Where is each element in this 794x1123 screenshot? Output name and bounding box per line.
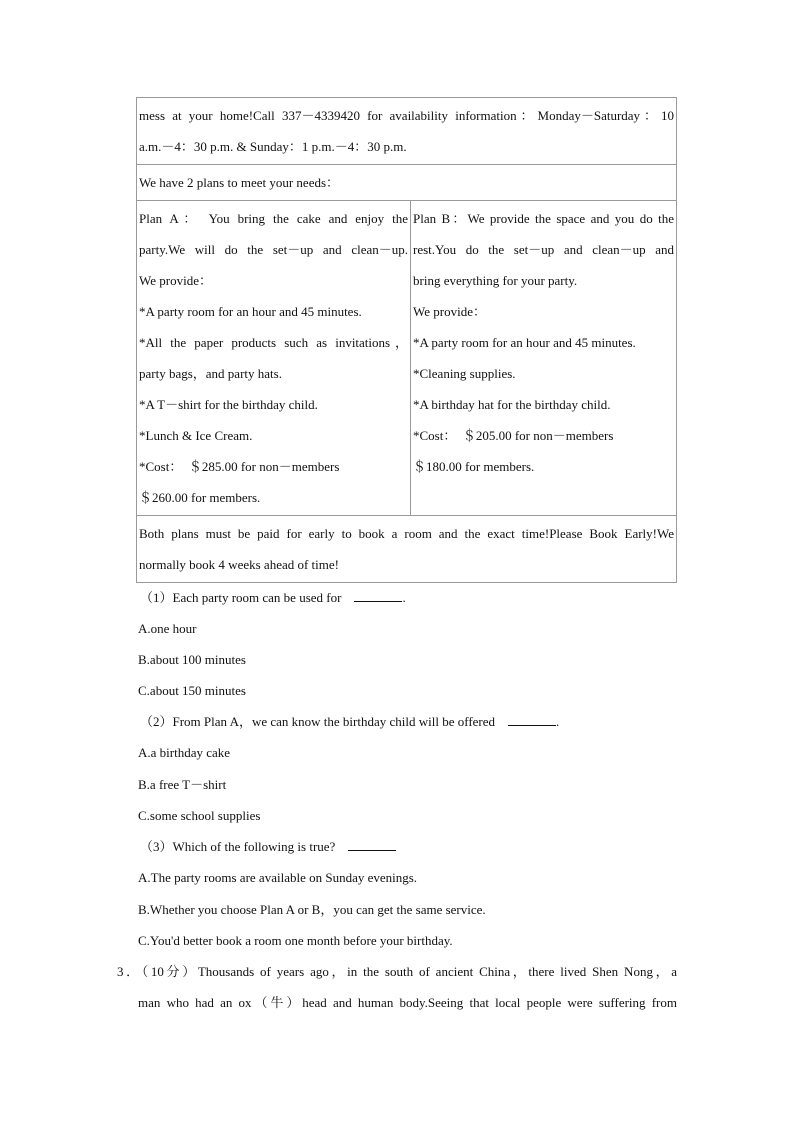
question-3-text: （3）Which of the following is true? bbox=[140, 839, 349, 854]
plans-header-row bbox=[137, 165, 677, 201]
footer-row bbox=[137, 516, 677, 583]
question-2-option-c: C.some school supplies bbox=[138, 808, 261, 823]
footer-line-1: Both plans must be paid for early to book a room and the exact time!Please Book Early!We bbox=[139, 526, 674, 541]
question-2-option-a: A.a birthday cake bbox=[138, 745, 231, 760]
question-3-stem bbox=[140, 837, 396, 857]
plan-a-line: *A party room for an hour and 45 minutes. bbox=[139, 304, 362, 319]
intro-cell bbox=[137, 98, 677, 165]
question-3-option-a: A.The party rooms are available on Sunday evenings. bbox=[138, 870, 418, 885]
question-1-option-c: C.about 150 minutes bbox=[138, 683, 246, 698]
plan-b-line: *Cleaning supplies. bbox=[413, 366, 516, 381]
question-2-text: （2）From Plan A，we can know the birthday child will be offered bbox=[140, 714, 509, 729]
intro-line-2: a.m.－4：30 p.m. & Sunday：1 p.m.－4：30 p.m. bbox=[139, 139, 407, 154]
question-1-stem: （1）Each party room can be used for . bbox=[140, 590, 406, 605]
plan-b-member-cost-line: ＄180.00 for members. bbox=[413, 459, 535, 474]
plan-a-line: Plan A： You bring the cake and enjoy the bbox=[139, 211, 408, 226]
plan-b-cost-line: *Cost： ＄205.00 for non－members bbox=[413, 428, 614, 443]
plan-a-line: *All the paper products such as invitations， bbox=[139, 335, 408, 350]
plan-a-line: party.We will do the set－up and clean－up. bbox=[139, 242, 408, 257]
question-2-option-b: B.a free T－shirt bbox=[138, 777, 227, 792]
plans-header-text: We have 2 plans to meet your needs： bbox=[139, 175, 340, 190]
plan-a-line: We provide： bbox=[139, 273, 212, 288]
section-3-line-1: 3．（10分）Thousands of years ago，in the south of ancient China，there lived Shen Nong，a bbox=[117, 964, 677, 979]
advertisement-table bbox=[136, 97, 677, 583]
question-2-stem: （2）From Plan A，we can know the birthday child will be offered . bbox=[140, 714, 560, 729]
intro-line-1: mess at your home!Call 337－4339420 for availability information：Monday－Saturday：10 bbox=[139, 108, 674, 123]
footer-line-2: normally book 4 weeks ahead of time! bbox=[139, 557, 339, 572]
answer-blank bbox=[348, 839, 396, 851]
footer-cell bbox=[137, 516, 677, 583]
plan-a-cell bbox=[137, 201, 411, 516]
plan-b-line: rest.You do the set－up and clean－up and bbox=[413, 242, 674, 257]
question-1-option-a: A.one hour bbox=[138, 621, 197, 636]
plan-a-member-cost-line: ＄260.00 for members. bbox=[139, 490, 261, 505]
plans-header-cell bbox=[137, 165, 677, 201]
plan-b-line: Plan B：We provide the space and you do the bbox=[413, 211, 674, 226]
intro-row bbox=[137, 98, 677, 165]
answer-blank bbox=[354, 590, 402, 602]
plan-b-line: *A birthday hat for the birthday child. bbox=[413, 397, 611, 412]
question-3-option-c: C.You'd better book a room one month before your birthday. bbox=[138, 933, 453, 948]
plan-b-line: bring everything for your party. bbox=[413, 273, 578, 288]
plan-b-cell bbox=[411, 201, 677, 516]
section-3-passage bbox=[117, 956, 677, 1018]
plan-a-line: *A T－shirt for the birthday child. bbox=[139, 397, 318, 412]
plan-a-line: *Lunch & Ice Cream. bbox=[139, 428, 253, 443]
plan-b-line: *A party room for an hour and 45 minutes. bbox=[413, 335, 636, 350]
question-1-option-b: B.about 100 minutes bbox=[138, 652, 246, 667]
plan-a-line: party bags，and party hats. bbox=[139, 366, 282, 381]
answer-blank bbox=[508, 714, 556, 726]
question-3-option-b: B.Whether you choose Plan A or B，you can get the same service. bbox=[138, 902, 486, 917]
plan-b-line: We provide： bbox=[413, 304, 486, 319]
plans-row bbox=[137, 201, 677, 516]
section-3-line-2: man who had an ox（牛）head and human body.Seeing that local people were suffering from bbox=[138, 995, 677, 1010]
plan-a-cost-line: *Cost： ＄285.00 for non－members bbox=[139, 459, 340, 474]
question-1-text: （1）Each party room can be used for bbox=[140, 590, 355, 605]
